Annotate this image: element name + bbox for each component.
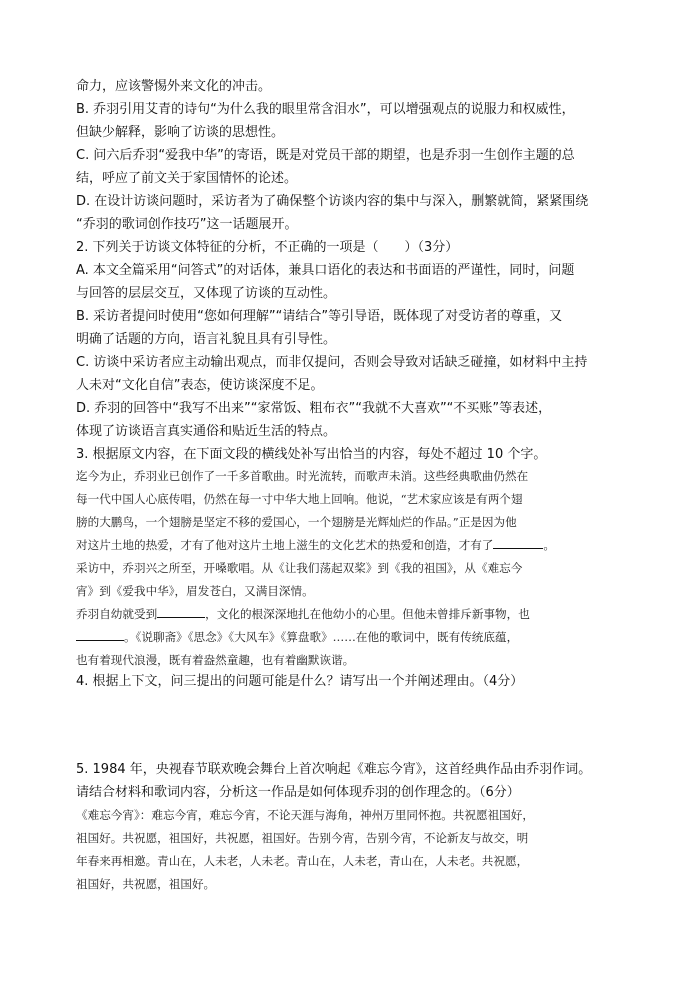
q2-option-d: D. 乔羽的回答中“我写不出来”“家常饭、粗布衣”“我就不大喜欢”“不买账”等表述， [76, 401, 552, 416]
q2-option-d-continued: 体现了访谈语言真实通俗和贴近生活的特点。 [76, 424, 337, 439]
passage-line: 每一代中国人心底传唱，仍然在每一寸中华大地上回响。他说，“艺术家应该是有两个翅 [76, 492, 523, 506]
q2-option-a: A. 本文全篇采用“问答式”的对话体，兼具口语化的表达和书面语的严谨性，同时，问题 [76, 263, 575, 278]
passage-text: 。 [543, 538, 555, 552]
passage-text: 对这片土地的热爱，才有了他对这片土地上滋生的文化艺术的热爱和创造，才有了 [76, 538, 494, 552]
passage-line [76, 536, 656, 554]
passage-line: 也有着现代浪漫，既有着盎然童趣，也有着幽默诙谐。 [76, 653, 355, 667]
passage-line: 膀的大鹏鸟，一个翅膀是坚定不移的爱国心，一个翅膀是光辉灿烂的作品。”正是因为他 [76, 515, 517, 529]
answer-blank-1[interactable] [493, 536, 543, 549]
q2-option-c: C. 访谈中采访者应主动输出观点，而非仅提问，否则会导致对话缺乏碰撞，如材料中主持 [76, 355, 588, 370]
q2-option-b-continued: 明确了话题的方向，语言礼貌且具有引导性。 [76, 332, 337, 347]
question-4: 4. 根据上下文，问三提出的问题可能是什么？请写出一个并阐述理由。（4分） [76, 674, 524, 689]
question-5: 5. 1984 年，央视春节联欢晚会舞台上首次响起《难忘今宵》，这首经典作品由乔羽作词。 [76, 762, 592, 777]
passage-text: 乔羽自幼就受到 [76, 607, 158, 621]
q1-option-d: D. 在设计访谈问题时，采访者为了确保整个访谈内容的集中与深入，删繁就简，紧紧围绕 [76, 194, 589, 209]
lyrics-line: 祖国好，共祝愿，祖国好。 [76, 877, 216, 891]
option-a-continued: 命力，应该警惕外来文化的冲击。 [76, 79, 272, 94]
question-2: 2. 下列关于访谈文体特征的分析，不正确的一项是（ ）（3分） [76, 240, 459, 255]
q1-option-d-continued: “乔羽的歌词创作技巧”这一话题展开。 [76, 217, 298, 232]
passage-text: 。《说聊斋》《思念》《大风车》《算盘歌》……在他的歌词中，既有传统底蕴， [124, 630, 519, 644]
lyrics-line: 祖国好。共祝愿，祖国好，共祝愿，祖国好。告别今宵，告别今宵，不论新友与故交，明 [76, 831, 529, 845]
q1-option-b-continued: 但缺少解释，影响了访谈的思想性。 [76, 125, 285, 140]
passage-line: 宵》到《爱我中华》，眉发苍白，又满目深情。 [76, 584, 314, 598]
q1-option-b: B. 乔羽引用艾青的诗句“为什么我的眼里常含泪水”，可以增强观点的说服力和权威性， [76, 102, 575, 117]
passage-line [76, 628, 656, 646]
passage-line: 迄今为止，乔羽业已创作了一千多首歌曲。时光流转，而歌声未消。这些经典歌曲仍然在 [76, 469, 529, 483]
lyrics-line: 《难忘今宵》：难忘今宵，难忘今宵，不论天涯与海角，神州万里同怀抱。共祝愿祖国好， [76, 808, 534, 822]
passage-text: ，文化的根深深地扎在他幼小的心里。但他未曾排斥新事物，也 [205, 607, 530, 621]
q1-option-c-continued: 结，呼应了前文关于家国情怀的论述。 [76, 171, 298, 186]
q2-option-c-continued: 人未对“文化自信”表态，使访谈深度不足。 [76, 378, 324, 393]
answer-blank-3[interactable] [76, 628, 124, 641]
passage-line [76, 605, 656, 623]
answer-blank-2[interactable] [157, 605, 205, 618]
question-3: 3. 根据原文内容，在下面文段的横线处补写出恰当的内容，每处不超过 10 个字。 [76, 447, 547, 462]
q2-option-a-continued: 与回答的层层交互，又体现了访谈的互动性。 [76, 286, 337, 301]
lyrics-line: 年春来再相邀。青山在，人未老，人未老。青山在，人未老，青山在，人未老。共祝愿， [76, 854, 529, 868]
q2-option-b: B. 采访者提问时使用“您如何理解”“请结合”等引导语，既体现了对受访者的尊重，又 [76, 309, 563, 324]
question-5-continued: 请结合材料和歌词内容，分析这一作品是如何体现乔羽的创作理念的。（6分） [76, 785, 520, 800]
q1-option-c: C. 问六后乔羽“爱我中华”的寄语，既是对党员干部的期望，也是乔羽一生创作主题的总 [76, 148, 575, 163]
passage-line: 采访中，乔羽兴之所至，开嗓歌唱。从《让我们荡起双桨》到《我的祖国》，从《难忘今 [76, 561, 523, 575]
